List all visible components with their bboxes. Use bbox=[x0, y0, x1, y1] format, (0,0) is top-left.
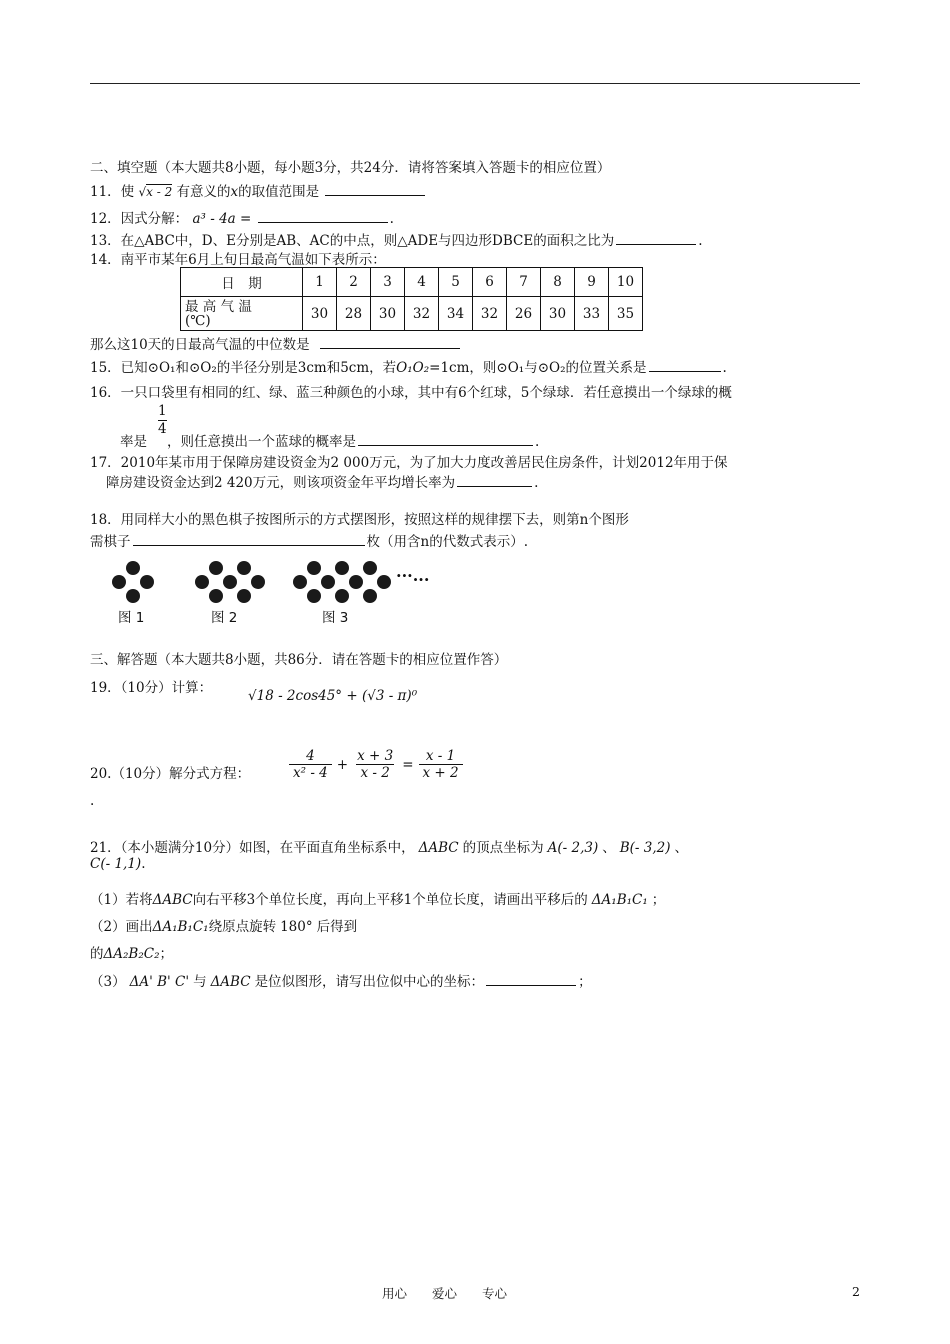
question-21-line1: 21．（本小题满分10分）如图，在平面直角坐标系中， ΔABC 的顶点坐标为 A(- 2,3) 、 B(- 3,2) 、 bbox=[90, 840, 688, 856]
question-19-label: 19．（10分）计算： bbox=[90, 680, 213, 696]
question-11 bbox=[90, 180, 427, 200]
table-header-date: 日 期 bbox=[181, 268, 303, 297]
question-15: 15．已知⊙O₁和⊙O₂的半径分别是3cm和5cm，若O₁O₂=1cm，则⊙O₁与⊙O₂的位置关系是 . bbox=[90, 360, 727, 376]
q12-number: 12．因式分解： bbox=[90, 211, 189, 227]
question-21-part2: （2）画出ΔA₁B₁C₁绕原点旋转 180° 后得到 bbox=[90, 919, 358, 935]
section3-heading: 三、解答题（本大题共8小题，共86分．请在答题卡的相应位置作答） bbox=[90, 652, 508, 668]
q11-text2: 的取值范围是 bbox=[238, 184, 320, 200]
question-17-line2: 障房建设资金达到2 420万元，则该项资金年平均增长率为 . bbox=[106, 475, 539, 491]
q16-fraction: 1 4 bbox=[158, 403, 167, 437]
question-18-line1: 18．用同样大小的黑色棋子按图所示的方式摆图形，按照这样的规律摆下去，则第n个图形 bbox=[90, 512, 629, 528]
question-20-label: 20.（10分）解分式方程： bbox=[90, 766, 251, 782]
q13-answer-blank bbox=[616, 231, 696, 245]
q11-number: 11．使 bbox=[90, 184, 135, 200]
question-13: 13．在△ABC中，D、E分别是AB、AC的中点，则△ADE与四边形DBCE的面积之比为 . bbox=[90, 233, 703, 249]
figure-1-stones bbox=[112, 561, 154, 603]
q11-sqrt: √x - 2 bbox=[138, 185, 173, 199]
q20-equation: $\frac{4}{\text{x² - 4}}$ + $\frac{x + 3}{x - 2}$ = $\frac{x - 1}{x + 2}$ bbox=[287, 748, 465, 781]
footer-text: 用心 爱心 专心 bbox=[382, 1286, 508, 1301]
q11-answer-blank bbox=[325, 182, 425, 196]
figure-2-label: 图 2 bbox=[211, 610, 238, 626]
figure-2-stones bbox=[195, 561, 265, 603]
q11-var: x bbox=[230, 184, 239, 200]
question-18-line2: 需棋子 枚（用含n的代数式表示）. bbox=[90, 534, 528, 550]
table-row: 日 期 1 2 3 4 5 6 7 8 9 10 bbox=[181, 268, 643, 297]
q16-answer-blank bbox=[358, 432, 533, 446]
question-12: 12．因式分解： a³ - 4a = . bbox=[90, 211, 394, 227]
q18-answer-blank bbox=[133, 532, 365, 546]
q19-expression: √18 - 2cos45° + (√3 - π)⁰ bbox=[248, 688, 418, 704]
question-16-line1: 16．一只口袋里有相同的红、绿、蓝三种颜色的小球，其中有6个红球，5个绿球．若任意摸出一个绿球的概 bbox=[90, 385, 732, 401]
temperature-table bbox=[180, 267, 643, 331]
question-14b: 那么这10天的日最高气温的中位数是 bbox=[90, 333, 462, 353]
page-number: 2 bbox=[852, 1284, 860, 1299]
section2-heading: 二、填空题（本大题共8小题，每小题3分，共24分．请将答案填入答题卡的相应位置） bbox=[90, 160, 611, 176]
question-17-line1: 17．2010年某市用于保障房建设资金为2 000万元，为了加大力度改善居民住房条件，计划2012年用于保 bbox=[90, 455, 728, 471]
q14-answer-blank bbox=[320, 335, 460, 349]
question-21-part1: （1）若将ΔABC向右平移3个单位长度，再向上平移1个单位长度，请画出平移后的 ΔA₁B₁C₁ ； bbox=[90, 892, 666, 908]
q12-expr: a³ - 4a = bbox=[192, 211, 252, 227]
question-21-part2b: 的ΔA₂B₂C₂； bbox=[90, 946, 173, 962]
question-16-line2: 率是 ，则任意摸出一个蓝球的概率是 . bbox=[120, 434, 540, 450]
figure-3-stones bbox=[293, 561, 391, 603]
question-21-part3: （3） ΔA' B' C' 与 ΔABC 是位似图形，请写出位似中心的坐标： ； bbox=[90, 974, 592, 990]
figure-1-label: 图 1 bbox=[118, 610, 145, 626]
q12-answer-blank bbox=[258, 209, 388, 223]
q21-answer-blank bbox=[486, 972, 576, 986]
table-row: 最 高 气 温 (℃) 30 28 30 32 34 32 26 30 33 35 bbox=[181, 297, 643, 331]
q15-answer-blank bbox=[649, 358, 721, 372]
header-rule bbox=[90, 83, 860, 84]
question-21-line2: C(- 1,1). bbox=[90, 856, 146, 872]
question-14: 14．南平市某年6月上旬日最高气温如下表所示： bbox=[90, 252, 386, 268]
table-header-temp: 最 高 气 温 (℃) bbox=[181, 297, 303, 331]
figure-3-label: 图 3 bbox=[322, 610, 349, 626]
q13-text: 13．在△ABC中，D、E分别是AB、AC的中点，则△ADE与四边形DBCE的面积之比为 bbox=[90, 233, 615, 249]
figure-ellipsis: ···... bbox=[396, 566, 430, 585]
q17-answer-blank bbox=[457, 473, 532, 487]
q20-dot: . bbox=[90, 793, 95, 809]
q11-text: 有意义的 bbox=[176, 184, 231, 200]
